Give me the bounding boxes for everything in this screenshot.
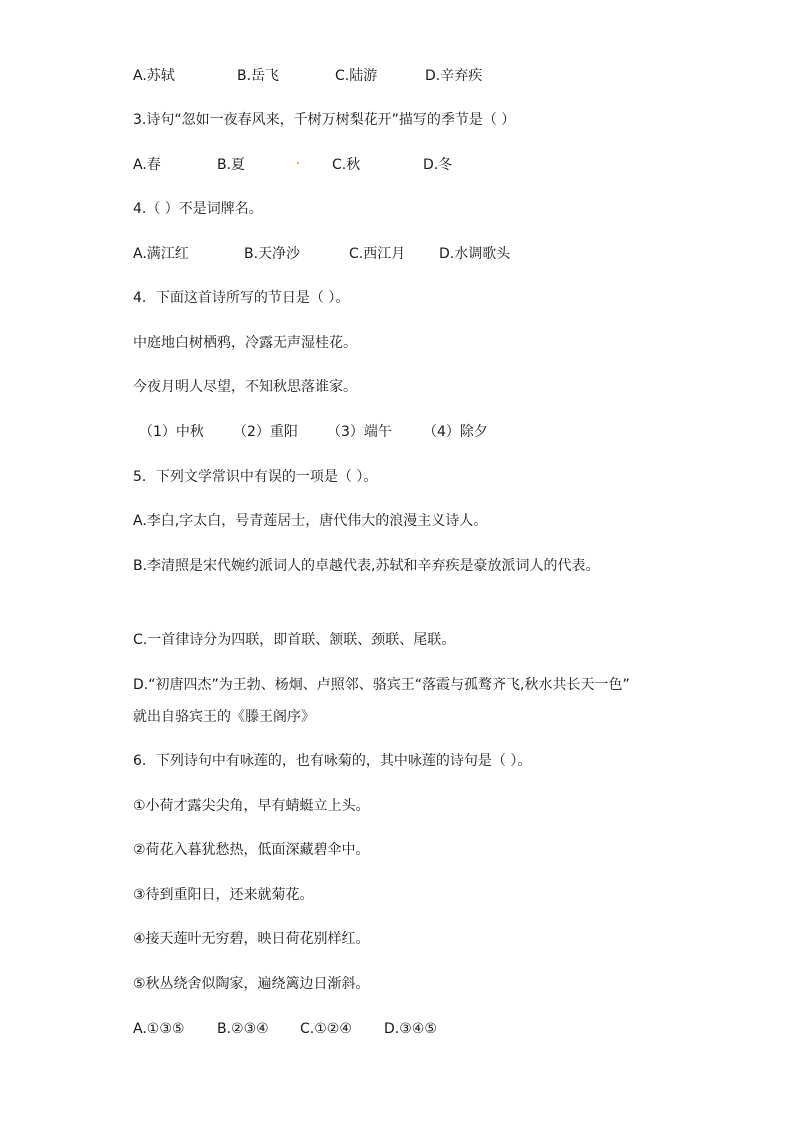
q6-line-4: ④接天莲叶无穷碧，映日荷花别样红。 — [133, 931, 370, 947]
q4b-option-2: （2）重阳 — [233, 424, 298, 440]
q5-option-d-line-1: D.“初唐四杰”为王勃、杨炯、卢照邻、骆宾王“落霞与孤鹜齐飞,秋水共长天一色” — [133, 677, 630, 693]
q3-option-a: A.春 — [133, 157, 161, 173]
q4a-option-d: D.水调歌头 — [439, 246, 511, 262]
q6-option-b: B.②③④ — [217, 1021, 269, 1037]
q6-option-d: D.③④⑤ — [384, 1021, 437, 1037]
q4b-stem: 4．下面这首诗所写的节日是（ ）。 — [133, 290, 350, 306]
q4b-option-4: （4）除夕 — [423, 424, 488, 440]
q3-option-b: B.夏 — [217, 157, 246, 173]
q5-option-d-line-2: 就出自骆宾王的《滕王阁序》 — [133, 709, 315, 725]
q2-option-b: B.岳飞 — [237, 68, 280, 84]
q4b-option-1: （1）中秋 — [139, 424, 204, 440]
q4a-option-a: A.满江红 — [133, 246, 189, 262]
q3-stem: 3.诗句“忽如一夜春风来，千树万树梨花开”描写的季节是（ ） — [133, 112, 516, 128]
q5-option-a: A.李白,字太白，号青莲居士，唐代伟大的浪漫主义诗人。 — [133, 513, 488, 529]
q6-option-c: C.①②④ — [300, 1021, 352, 1037]
q4a-stem: 4.（ ）不是词牌名。 — [133, 201, 263, 217]
q2-option-c: C.陆游 — [335, 68, 378, 84]
q3-option-c: C.秋 — [332, 157, 361, 173]
q2-option-d: D.辛弃疾 — [425, 68, 483, 84]
q6-line-5: ⑤秋丛绕舍似陶家，遍绕篱边日渐斜。 — [133, 976, 370, 992]
q4b-option-3: （3）端午 — [327, 424, 392, 440]
q6-line-1: ①小荷才露尖尖角，早有蜻蜓立上头。 — [133, 798, 370, 814]
q6-line-3: ③待到重阳日，还来就菊花。 — [133, 887, 314, 903]
q4b-poem-line-2: 今夜月明人尽望，不知秋思落谁家。 — [133, 379, 357, 395]
q5-option-b: B.李清照是宋代婉约派词人的卓越代表,苏轼和辛弃疾是豪放派词人的代表。 — [133, 558, 600, 574]
q4a-option-c: C.西江月 — [349, 246, 406, 262]
q6-line-2: ②荷花入暮犹愁热，低面深藏碧伞中。 — [133, 842, 370, 858]
q2-option-a: A.苏轼 — [133, 68, 175, 84]
stray-dot — [297, 162, 299, 164]
q4a-option-b: B.天净沙 — [244, 246, 301, 262]
q4b-poem-line-1: 中庭地白树栖鸦，冷露无声湿桂花。 — [133, 335, 357, 351]
q5-stem: 5．下列文学常识中有误的一项是（ ）。 — [133, 469, 378, 485]
q6-option-a: A.①③⑤ — [133, 1021, 185, 1037]
q5-option-c: C.一首律诗分为四联，即首联、颔联、颈联、尾联。 — [133, 632, 456, 648]
q6-stem: 6．下列诗句中有咏莲的，也有咏菊的，其中咏莲的诗句是（ ）。 — [133, 753, 532, 769]
q3-option-d: D.冬 — [423, 157, 453, 173]
